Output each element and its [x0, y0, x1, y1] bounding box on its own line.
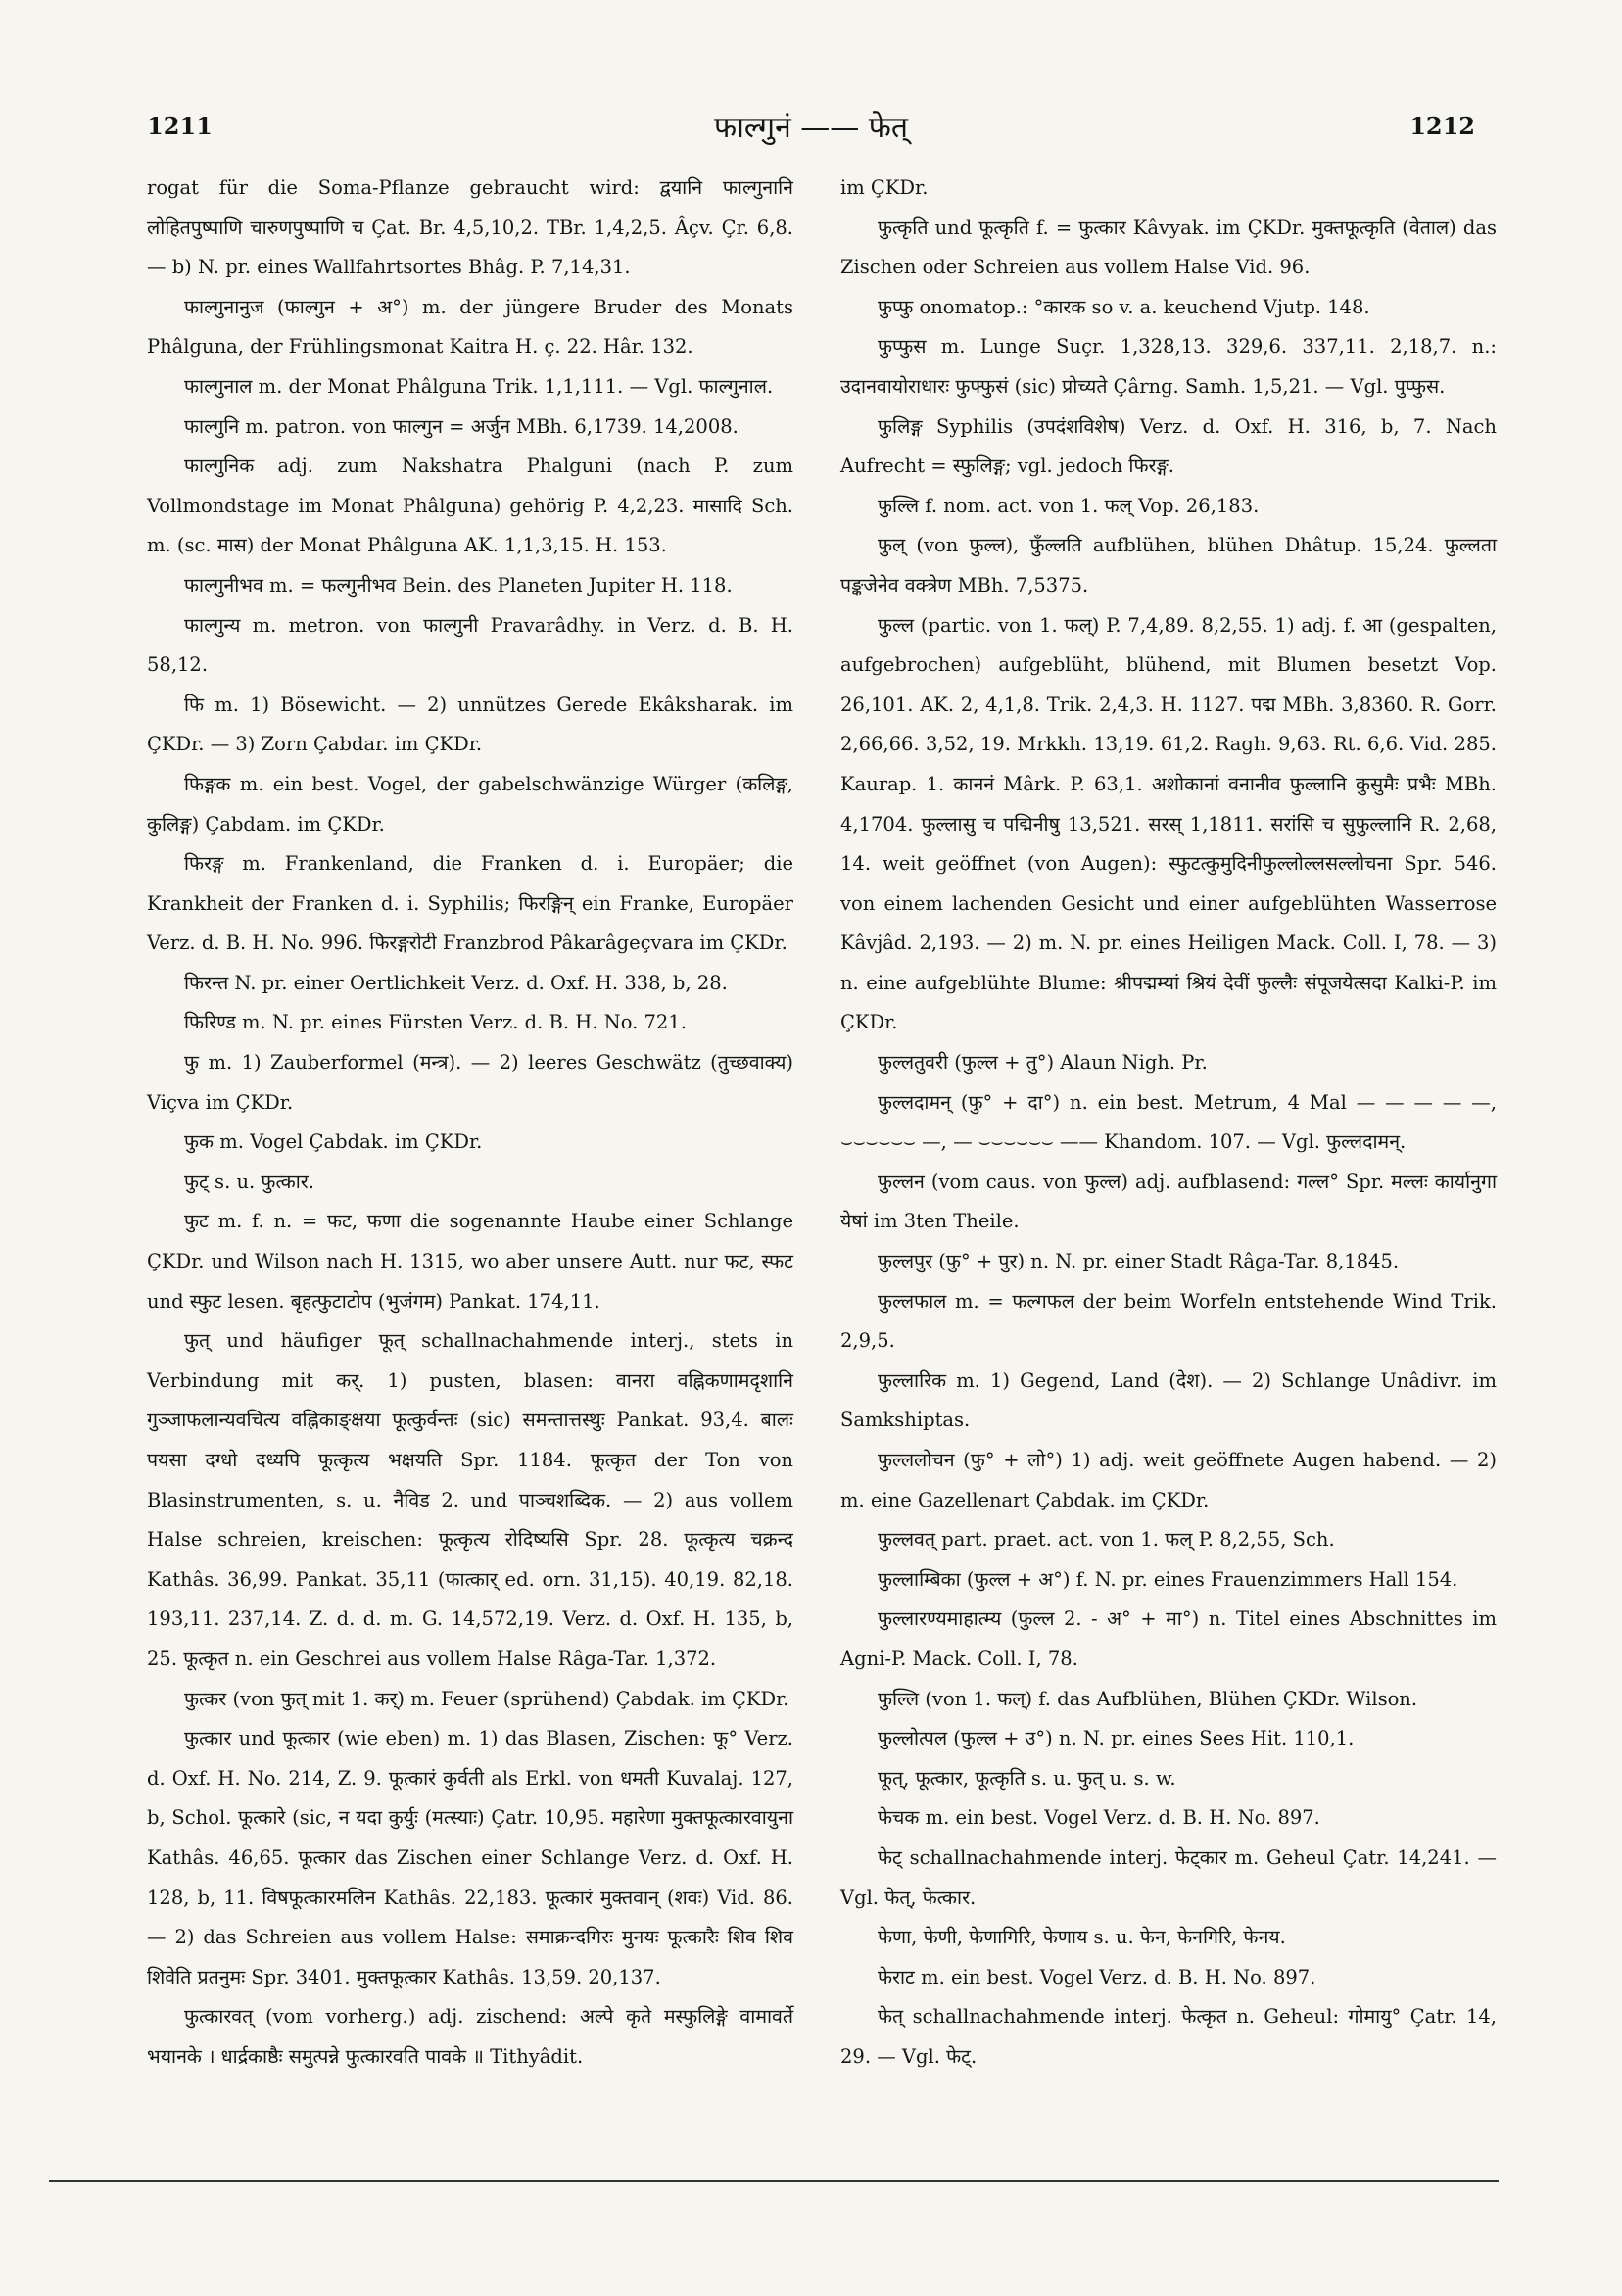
dictionary-entry: फुल् (von फुल्ल), फुँल्लति aufblühen, blühen Dhâtup. 15,24. फुल्लता पङ्कजेनेव वक्त्रेण MBh. 7,5375.: [840, 534, 1497, 597]
dictionary-entry: फूत्, फूत्कार, फूत्कृति s. u. फुत् u. s. w.: [878, 1766, 1176, 1790]
dictionary-entry: फिङ्गक m. ein best. Vogel, der gabelschwänzige Würger (कलिङ्ग, कुलिङ्ग) Çabdam. im ÇKDr.: [147, 772, 793, 836]
page-header: [147, 106, 1475, 155]
dictionary-entry: फुल्लदामन् (फु° + दा°) n. ein best. Metrum, 4 Mal — — — — —, ⌣⌣⌣⌣⌣⌣ —, — ⌣⌣⌣⌣⌣⌣ —— Khandom. 107. — Vgl. फुल्लदामन्.: [840, 1090, 1497, 1154]
dictionary-entry: फिरन्त N. pr. einer Oertlichkeit Verz. d. Oxf. H. 338, b, 28.: [184, 971, 728, 994]
dictionary-entry: rogat für die Soma-Pflanze gebraucht wird: द्वयानि फाल्गुनानि लोहितपुष्पाणि चारुणपुष्पाणि च Çat. Br. 4,5,10,2. TBr. 1,4,2,5. Âçv. Çr. 6,8. — b) N. pr. eines Wallfahrtsortes Bhâg. P. 7,14,31.: [147, 176, 793, 279]
dictionary-entry: फुल्लतुवरी (फुल्ल + तु°) Alaun Nigh. Pr.: [878, 1051, 1208, 1075]
dictionary-entry: फाल्गुनिक adj. zum Nakshatra Phalguni (nach P. zum Vollmondstage im Monat Phâlguna) gehörig P. 4,2,23. मासादि Sch. m. (sc. मास) der Monat Phâlguna AK. 1,1,3,15. H. 153.: [147, 454, 793, 557]
dictionary-entry: फुल्लफाल m. = फल्गफल der beim Worfeln entstehende Wind Trik. 2,9,5.: [840, 1289, 1497, 1353]
dictionary-entry: फेत् schallnachahmende interj. फेत्कृत n. Geheul: गोमायु° Çatr. 14, 29. — Vgl. फेट्.: [840, 2005, 1497, 2068]
running-title: फाल्गुनं —— फेत्: [713, 111, 909, 145]
dictionary-entry: फुप्फु onomatop.: °कारक so v. a. keuchend Vjutp. 148.: [878, 295, 1370, 318]
dictionary-entry: फुत्कृति und फूत्कृति f. = फुत्कार Kâvyak. im ÇKDr. मुक्तफूत्कृति (वेताल) das Zischen oder Schreien aus vollem Halse Vid. 96.: [840, 215, 1497, 279]
dictionary-entry: फिरङ्ग m. Frankenland, die Franken d. i. Europäer; die Krankheit der Franken d. i. Syphilis; फिरङ्गिन् ein Franke, Europäer Verz. d. B. H. No. 996. फिरङ्गरोटी Franzbrod Pâkarâgeçvara im ÇKDr.: [147, 852, 793, 955]
dictionary-entry: फुत् und häufiger फूत् schallnachahmende interj., stets in Verbindung mit कर्. 1) pusten, blasen: वानरा वह्निकणामदृशानि गुञ्जाफलान्यवचित्य वह्निकाङ्क्षया फूत्कुर्वन्तः (sic) समन्तात्तस्थुः Pankat. 93,4. बालः पयसा दग्धो दध्यपि फूत्कृत्य भक्षयति Spr. 1184. फूत्कृत der Ton von Blasinstrumenten, s. u. नैविड 2. und पाञ्चशब्दिक. — 2) aus vollem Halse schreien, kreischen: फूत्कृत्य रोदिष्यसि Spr. 28. फूत्कृत्य चक्रन्द Kathâs. 36,99. Pankat. 35,11 (फात्कार् ed. orn. 31,15). 40,19. 82,18. 193,11. 237,14. Z. d. d. m. G. 14,572,19. Verz. d. Oxf. H. 135, b, 25. फूत्कृत n. ein Geschrei aus vollem Halse Râga-Tar. 1,372.: [147, 1329, 793, 1670]
dictionary-entry: फुल्लोत्पल (फुल्ल + उ°) n. N. pr. eines Sees Hit. 110,1.: [878, 1727, 1355, 1750]
dictionary-entry: फुट m. f. n. = फट, फणा die sogenannte Haube einer Schlange ÇKDr. und Wilson nach H. 1315, wo aber unsere Autt. nur फट, स्फट und स्फुट lesen. बृहत्फुटाटोप (भुजंगम) Pankat. 174,11.: [147, 1210, 793, 1313]
dictionary-entry: फेणा, फेणी, फेणागिरि, फेणाय s. u. फेन, फेनगिरि, फेनय.: [878, 1926, 1286, 1949]
dictionary-entry: फिरिण्ड m. N. pr. eines Fürsten Verz. d. B. H. No. 721.: [184, 1011, 687, 1034]
dictionary-entry: im ÇKDr.: [840, 176, 929, 199]
right-page-number: 1212: [1409, 112, 1475, 140]
dictionary-entry: फाल्गुन्य m. metron. von फाल्गुनी Pravarâdhy. in Verz. d. B. H. 58,12.: [147, 613, 793, 677]
dictionary-entry: फि m. 1) Bösewicht. — 2) unnützes Gerede Ekâksharak. im ÇKDr. — 3) Zorn Çabdar. im ÇKDr.: [147, 693, 793, 756]
left-column: [147, 168, 793, 2078]
right-column: [840, 168, 1497, 2078]
dictionary-entry: फेराट m. ein best. Vogel Verz. d. B. H. No. 897.: [878, 1965, 1316, 1988]
dictionary-entry: फु m. 1) Zauberformel (मन्त्र). — 2) leeres Geschwätz (तुच्छवाक्य) Viçva im ÇKDr.: [147, 1051, 793, 1114]
dictionary-entry: फुल्लवत् part. praet. act. von 1. फल् P. 8,2,55, Sch.: [878, 1528, 1335, 1552]
dictionary-entry: फुल्ल (partic. von 1. फल्) P. 7,4,89. 8,2,55. 1) adj. f. आ (gespalten, aufgebrochen) aufgeblüht, blühend, mit Blumen besetzt Vop. 26,101. AK. 2, 4,1,8. Trik. 2,4,3. H. 1127. पद्म MBh. 3,8360. R. Gorr. 2,66,66. 3,52, 19. Mrkkh. 13,19. 61,2. Ragh. 9,63. Rt. 6,6. Vid. 285. Kaurap. 1. काननं Mârk. P. 63,1. अशोकानां वनानीव फुल्लानि कुसुमैः प्रभैः MBh. 4,1704. फुल्लासु च पद्मिनीषु 13,521. सरस् 1,1811. सरांसि च सुफुल्लानि R. 2,68, 14. weit geöffnet (von Augen): स्फुटत्कुमुदिनीफुल्लोल्लसल्लोचना Spr. 546. von einem lachenden Gesicht und einer aufgeblühten Wasserrose Kâvjâd. 2,193. — 2) m. N. pr. eines Heiligen Mack. Coll. I, 78. — 3) n. eine aufgeblühte Blume: श्रीपद्मम्यां श्रियं देवीं फुल्लैः संपूजयेत्सदा Kalki-P. im ÇKDr.: [840, 613, 1497, 1034]
dictionary-entry: फुल्लाम्बिका (फुल्ल + अ°) f. N. pr. eines Frauenzimmers Hall 154.: [878, 1567, 1458, 1591]
dictionary-entry: फुल्लारण्यमाहात्म्य (फुल्ल 2. - अ° + मा°) n. Titel eines Abschnittes im Agni-P. Mack. Coll. I, 78.: [840, 1607, 1497, 1670]
dictionary-entry: फाल्गुनि m. patron. von फाल्गुन = अर्जुन MBh. 6,1739. 14,2008.: [184, 414, 739, 438]
dictionary-entry: फुप्फुस m. Lunge Suçr. 1,328,13. 329,6. 337,11. 2,18,7. n.: उदानवायोराधारः फुफ्फुसं (sic) प्रोच्यते Çârng. Samh. 1,5,21. — Vgl. पुप्फुस.: [840, 335, 1497, 398]
dictionary-entry: फुल्लन (vom caus. von फुल्ल) adj. aufblasend: गल्ल° Spr. मल्लः कार्यानुगा येषां im 3ten Theile.: [840, 1170, 1497, 1233]
dictionary-entry: फुट् s. u. फुत्कार.: [184, 1170, 314, 1193]
dictionary-entry: फुत्कर (von फुत् mit 1. कर्) m. Feuer (sprühend) Çabdak. im ÇKDr.: [184, 1687, 789, 1710]
dictionary-entry: फुल्लारिक m. 1) Gegend, Land (देश). — 2) Schlange Unâdivr. im Samkshiptas.: [840, 1368, 1497, 1432]
dictionary-entry: फुलिङ्ग Syphilis (उपदंशविशेष) Verz. d. Oxf. H. 316, b, 7. Nach Aufrecht = स्फुलिङ्ग; vgl. jedoch फिरङ्ग.: [840, 414, 1497, 478]
dictionary-entry: फुत्कार und फूत्कार (wie eben) m. 1) das Blasen, Zischen: फू° Verz. d. Oxf. H. No. 214, Z. 9. फूत्कारं कुर्वती als Erkl. von धमती Kuvalaj. 127, b, Schol. फूत्कारे (sic, न यदा कुर्युः (मत्स्याः) Çatr. 10,95. महारेणा मुक्तफूत्कारवायुना Kathâs. 46,65. फूत्कार das Zischen einer Schlange Verz. d. Oxf. H. 128, b, 11. विषफूत्कारमलिन Kathâs. 22,183. फूत्कारं मुक्तवान् (शवः) Vid. 86. — 2) das Schreien aus vollem Halse: समाक्रन्दगिरः मुनयः फूत्कारैः शिव शिव शिवेति प्रतनुमः Spr. 3401. मुक्तफूत्कार Kathâs. 13,59. 20,137.: [147, 1727, 793, 1988]
dictionary-entry: फुल्लपुर (फु° + पुर) n. N. pr. einer Stadt Râga-Tar. 8,1845.: [878, 1250, 1400, 1273]
dictionary-entry: फेचक m. ein best. Vogel Verz. d. B. H. No. 897.: [878, 1806, 1320, 1830]
dictionary-entry: फुक m. Vogel Çabdak. im ÇKDr.: [184, 1130, 483, 1154]
dictionary-entry: फुल्लि (von 1. फल्) f. das Aufblühen, Blühen ÇKDr. Wilson.: [878, 1687, 1418, 1710]
dictionary-entry: फुल्ललोचन (फु° + लो°) 1) adj. weit geöffnete Augen habend. — 2) m. eine Gazellenart Çabdak. im ÇKDr.: [840, 1449, 1497, 1511]
dictionary-entry: फुल्लि f. nom. act. von 1. फल् Vop. 26,183.: [878, 494, 1260, 517]
dictionary-entry: फाल्गुनीभव m. = फल्गुनीभव Bein. des Planeten Jupiter H. 118.: [184, 573, 733, 597]
left-page-number: 1211: [147, 112, 213, 140]
dictionary-entry: फेट् schallnachahmende interj. फेट्कार m. Geheul Çatr. 14,241. — Vgl. फेत्, फेत्कार.: [840, 1845, 1497, 1909]
dictionary-entry: फाल्गुनाल m. der Monat Phâlguna Trik. 1,1,111. — Vgl. फाल्गुनाल.: [184, 374, 774, 398]
dictionary-entry: फुत्कारवत् (vom vorherg.) adj. zischend: अल्पे कृते मस्फुलिङ्गे वामावर्ते भयानके । धार्द्रकाष्ठैः समुत्पन्ने फुत्कारवति पावके ॥ Tithyâdit.: [147, 2005, 793, 2068]
footer-rule: [49, 2180, 1499, 2182]
dictionary-entry: फाल्गुनानुज (फाल्गुन + अ°) m. der jüngere Bruder des Monats Phâlguna, der Frühlingsmonat Kaitra H. ç. 22. Hâr. 132.: [147, 295, 793, 359]
